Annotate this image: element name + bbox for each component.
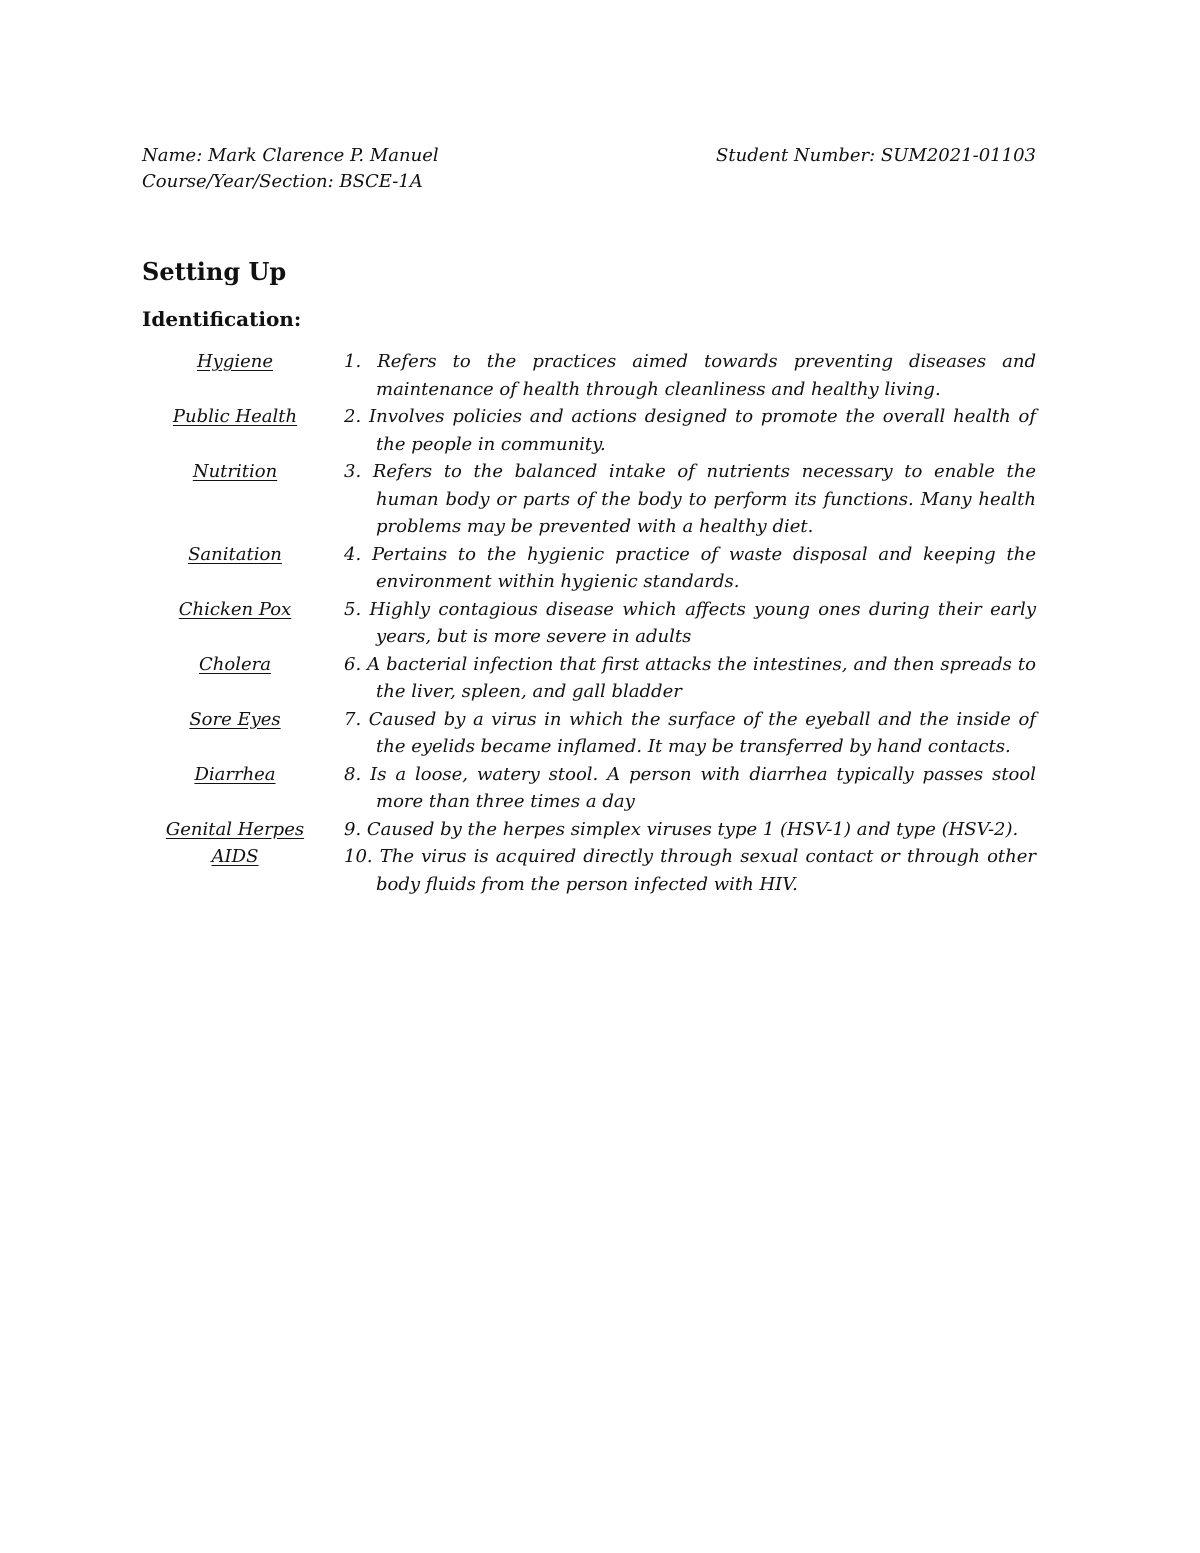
list-item: [142, 458, 1036, 541]
student-number: Student Number: SUM2021-01103: [716, 145, 1036, 166]
header-row-2: [142, 170, 1036, 194]
question: 3. Refers to the balanced intake of nutrients necessary to enable the human body or parts of the body to perform its functions. Many health problems may be prevented with a healthy diet.: [344, 461, 1036, 537]
answer: Sanitation: [188, 543, 282, 565]
student-name: Name: Mark Clarence P. Manuel: [142, 145, 439, 166]
list-item: [142, 843, 1036, 898]
list-item: [142, 403, 1036, 458]
answer: Nutrition: [192, 461, 278, 482]
list-item: [142, 596, 1036, 651]
section-title: Setting Up: [142, 257, 287, 286]
subsection-title: Identification:: [142, 307, 302, 331]
course-year-section: Course/Year/Section: BSCE-1A: [142, 171, 423, 192]
question: 2. Involves policies and actions designed to promote the overall health of the people in community.: [344, 406, 1036, 455]
answer: Sore Eyes: [189, 708, 281, 730]
list-item: [142, 761, 1036, 816]
answer: Hygiene: [196, 351, 274, 372]
answer: Genital Herpes: [165, 818, 305, 840]
identification-list: [142, 348, 1036, 898]
question: 4. Pertains to the hygienic practice of waste disposal and keeping the environment within hygienic standards.: [344, 543, 1036, 592]
question: 9. Caused by the herpes simplex viruses type 1 (HSV-1) and type (HSV-2).: [344, 818, 1019, 840]
answer: Public Health: [172, 406, 298, 427]
list-item: [142, 651, 1036, 706]
list-item: [142, 348, 1036, 403]
question: 7. Caused by a virus in which the surface of the eyeball and the inside of the eyelids became inflamed. It may be transferred by hand contacts.: [344, 708, 1036, 757]
answer: Cholera: [199, 653, 271, 675]
list-item: [142, 816, 1036, 844]
header-row-1: [142, 144, 1036, 168]
list-item: [142, 541, 1036, 596]
question: 8. Is a loose, watery stool. A person with diarrhea typically passes stool more than three times a day: [344, 763, 1036, 812]
question: 10. The virus is acquired directly through sexual contact or through other body fluids from the person infected with HIV.: [344, 846, 1036, 895]
answer: Diarrhea: [194, 763, 276, 785]
list-item: [142, 706, 1036, 761]
answer: AIDS: [211, 846, 259, 867]
question: 6. A bacterial infection that first attacks the intestines, and then spreads to the liver, spleen, and gall bladder: [344, 653, 1036, 702]
question: 5. Highly contagious disease which affects young ones during their early years, but is more severe in adults: [344, 598, 1036, 647]
answer: Chicken Pox: [178, 598, 292, 620]
question: 1. Refers to the practices aimed towards preventing diseases and maintenance of health through cleanliness and healthy living.: [344, 351, 1036, 400]
